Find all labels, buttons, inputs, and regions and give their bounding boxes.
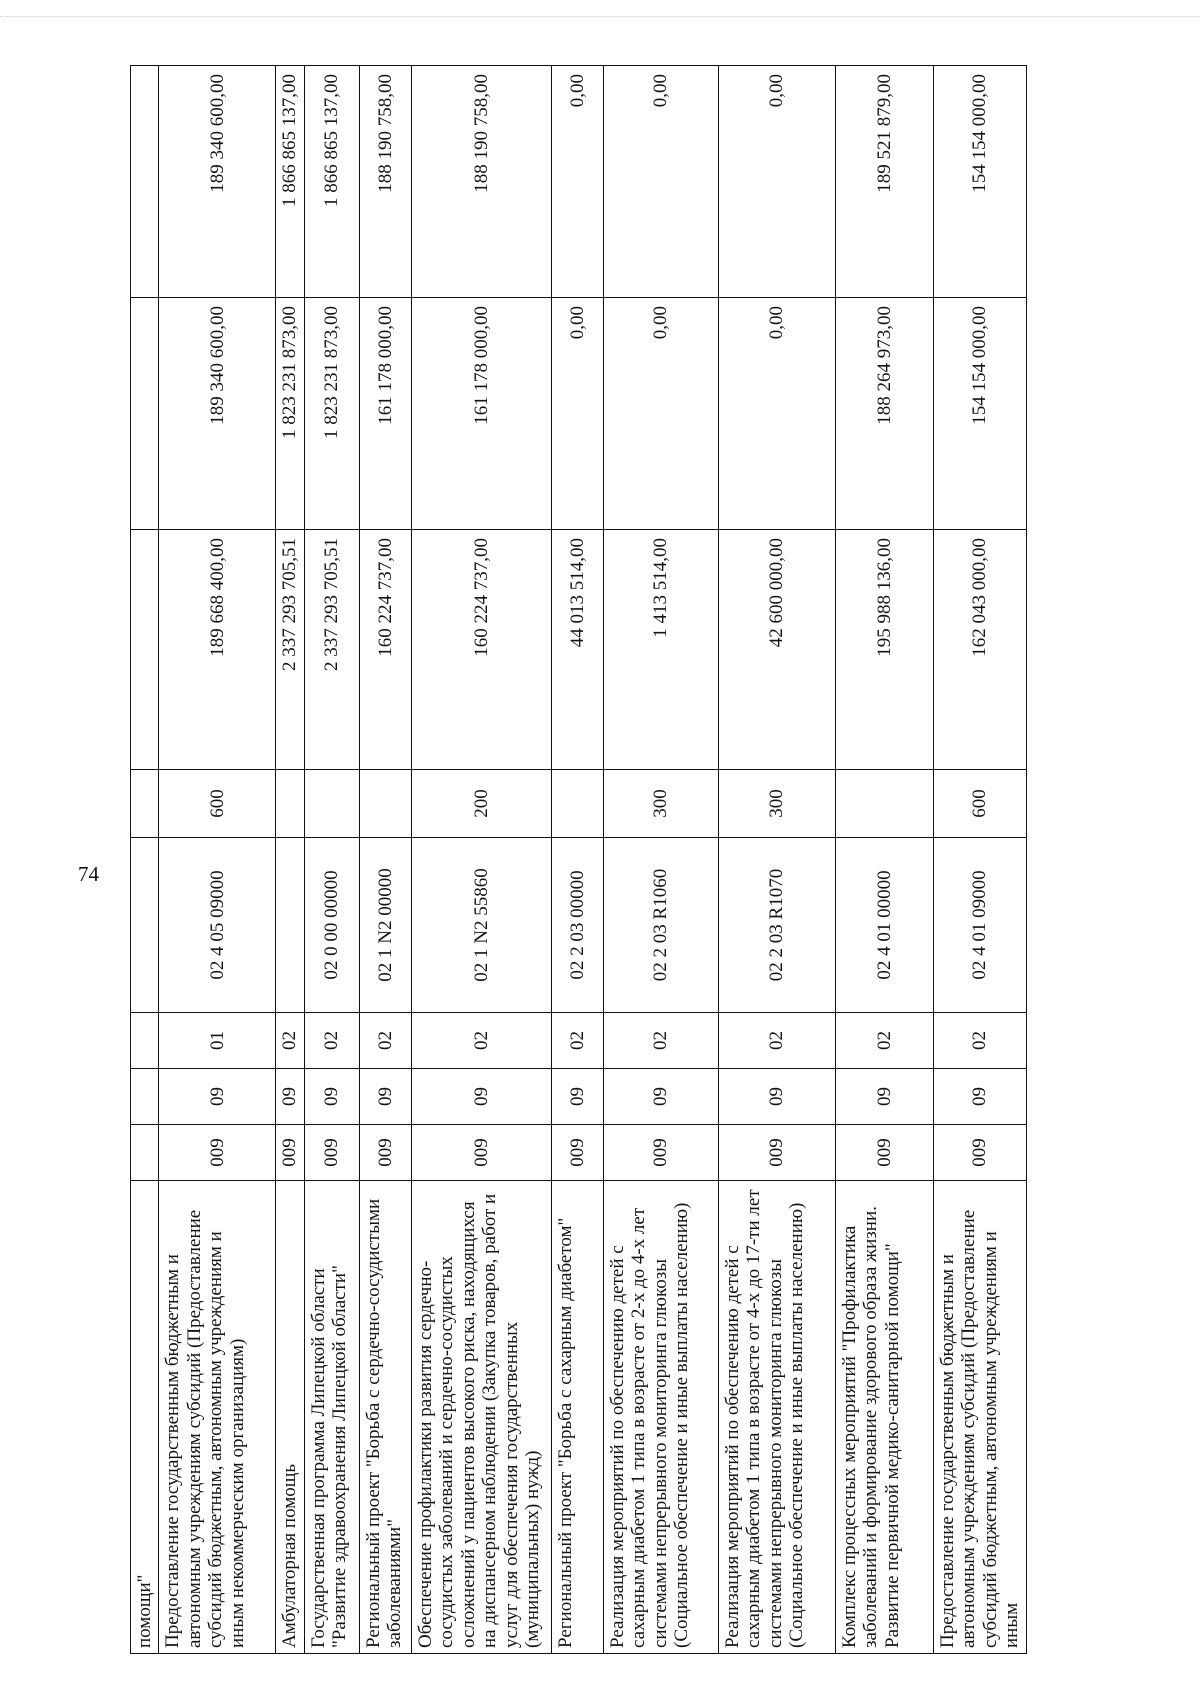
row-amount-2: 188 264 973,00 <box>835 298 933 530</box>
row-name: Предоставление государственным бюджетным и автономным учреждениям субсидий (Предоставление субсидий бюджетным, автономным учреждениям и иным <box>933 1181 1026 1654</box>
row-amount-3: 1 866 865 137,00 <box>276 66 304 298</box>
row-expense-type <box>835 770 933 838</box>
row-subsection: 02 <box>933 1013 1026 1069</box>
row-target: 02 0 00 00000 <box>304 838 359 1013</box>
row-name: Региональный проект "Борьба с сахарным диабетом" <box>551 1181 603 1654</box>
table-row <box>835 66 933 1654</box>
table-row <box>411 66 551 1654</box>
row-subsection: 02 <box>359 1013 411 1069</box>
row-subsection: 02 <box>603 1013 718 1069</box>
row-amount-3 <box>131 66 159 298</box>
row-amount-1: 162 043 000,00 <box>933 530 1026 770</box>
row-section: 09 <box>304 1069 359 1125</box>
row-amount-3: 154 154 000,00 <box>933 66 1026 298</box>
row-code: 009 <box>159 1125 276 1181</box>
table-row <box>159 66 276 1654</box>
row-subsection <box>131 1013 159 1069</box>
rotated-table-container <box>130 66 1022 1654</box>
row-amount-1: 195 988 136,00 <box>835 530 933 770</box>
row-name: Амбулаторная помощь <box>276 1181 304 1654</box>
row-expense-type <box>359 770 411 838</box>
row-subsection: 02 <box>718 1013 835 1069</box>
row-expense-type: 600 <box>159 770 276 838</box>
row-code: 009 <box>551 1125 603 1181</box>
row-amount-3: 1 866 865 137,00 <box>304 66 359 298</box>
row-name: Обеспечение профилактики развития сердечно-сосудистых заболеваний и сердечно-сосудистых осложнений у пациентов высокого риска, находящихся на диспансерном наблюдении (Закупка товаров, работ и услуг для обеспечения государственных (муниципальных) нужд) <box>411 1181 551 1654</box>
row-amount-1: 189 668 400,00 <box>159 530 276 770</box>
row-target: 02 2 03 R1060 <box>603 838 718 1013</box>
row-code: 009 <box>933 1125 1026 1181</box>
row-name: Реализация мероприятий по обеспечению детей с сахарным диабетом 1 типа в возрасте от 4-х до 17-ти лет системами непрерывного мониторинга глюкозы (Социальное обеспечение и иные выплаты населению) <box>718 1181 835 1654</box>
row-section: 09 <box>359 1069 411 1125</box>
table-row <box>304 66 359 1654</box>
row-amount-3: 0,00 <box>551 66 603 298</box>
row-amount-2: 0,00 <box>718 298 835 530</box>
row-amount-2: 154 154 000,00 <box>933 298 1026 530</box>
table-row <box>551 66 603 1654</box>
row-subsection: 01 <box>159 1013 276 1069</box>
row-target: 02 4 05 09000 <box>159 838 276 1013</box>
row-amount-2: 0,00 <box>551 298 603 530</box>
row-amount-1 <box>131 530 159 770</box>
row-amount-1: 2 337 293 705,51 <box>304 530 359 770</box>
row-code: 009 <box>718 1125 835 1181</box>
row-target: 02 1 N2 55860 <box>411 838 551 1013</box>
row-section <box>131 1069 159 1125</box>
row-section: 09 <box>718 1069 835 1125</box>
row-subsection: 02 <box>551 1013 603 1069</box>
row-subsection: 02 <box>411 1013 551 1069</box>
row-code: 009 <box>304 1125 359 1181</box>
row-name: Реализация мероприятий по обеспечению детей с сахарным диабетом 1 типа в возрасте от 2-х до 4-х лет системами непрерывного мониторинга глюкозы (Социальное обеспечение и иные выплаты населению) <box>603 1181 718 1654</box>
row-section: 09 <box>835 1069 933 1125</box>
row-amount-3: 0,00 <box>603 66 718 298</box>
row-amount-1: 44 013 514,00 <box>551 530 603 770</box>
row-section: 09 <box>551 1069 603 1125</box>
table-row <box>276 66 304 1654</box>
row-expense-type <box>131 770 159 838</box>
row-target: 02 2 03 00000 <box>551 838 603 1013</box>
row-amount-3: 188 190 758,00 <box>359 66 411 298</box>
row-code: 009 <box>359 1125 411 1181</box>
row-amount-3: 189 521 879,00 <box>835 66 933 298</box>
scan-top-edge <box>0 0 1200 17</box>
row-amount-2: 161 178 000,00 <box>411 298 551 530</box>
row-section: 09 <box>933 1069 1026 1125</box>
row-amount-3: 189 340 600,00 <box>159 66 276 298</box>
row-amount-3: 0,00 <box>718 66 835 298</box>
table-row <box>131 66 159 1654</box>
row-name: помощи" <box>131 1181 159 1654</box>
row-section: 09 <box>159 1069 276 1125</box>
row-expense-type: 300 <box>718 770 835 838</box>
row-amount-2: 189 340 600,00 <box>159 298 276 530</box>
budget-table <box>130 65 1027 1654</box>
table-row <box>933 66 1026 1654</box>
row-amount-2 <box>131 298 159 530</box>
row-code: 009 <box>276 1125 304 1181</box>
row-target: 02 2 03 R1070 <box>718 838 835 1013</box>
row-expense-type <box>304 770 359 838</box>
page-number: 74 <box>78 862 99 886</box>
row-amount-3: 188 190 758,00 <box>411 66 551 298</box>
row-amount-1: 1 413 514,00 <box>603 530 718 770</box>
row-expense-type <box>276 770 304 838</box>
row-code: 009 <box>411 1125 551 1181</box>
table-row <box>603 66 718 1654</box>
row-section: 09 <box>411 1069 551 1125</box>
row-section: 09 <box>603 1069 718 1125</box>
row-name: Региональный проект "Борьба с сердечно-сосудистыми заболеваниями" <box>359 1181 411 1654</box>
table-row <box>718 66 835 1654</box>
row-expense-type: 200 <box>411 770 551 838</box>
row-code <box>131 1125 159 1181</box>
row-subsection: 02 <box>835 1013 933 1069</box>
row-name: Комплекс процессных мероприятий "Профилактика заболеваний и формирование здорового образа жизни. Развитие первичной медико-санитарной помощи" <box>835 1181 933 1654</box>
row-target: 02 1 N2 00000 <box>359 838 411 1013</box>
row-amount-2: 1 823 231 873,00 <box>304 298 359 530</box>
row-amount-1: 2 337 293 705,51 <box>276 530 304 770</box>
row-expense-type <box>551 770 603 838</box>
row-amount-2: 161 178 000,00 <box>359 298 411 530</box>
row-target: 02 4 01 09000 <box>933 838 1026 1013</box>
row-code: 009 <box>603 1125 718 1181</box>
table-body <box>131 66 1027 1654</box>
row-amount-2: 0,00 <box>603 298 718 530</box>
row-subsection: 02 <box>276 1013 304 1069</box>
row-expense-type: 600 <box>933 770 1026 838</box>
row-expense-type: 300 <box>603 770 718 838</box>
row-name: Государственная программа Липецкой области "Развитие здравоохранения Липецкой области" <box>304 1181 359 1654</box>
row-amount-1: 160 224 737,00 <box>359 530 411 770</box>
row-target <box>276 838 304 1013</box>
row-name: Предоставление государственным бюджетным и автономным учреждениям субсидий (Предоставление субсидий бюджетным, автономным учреждениям и иным некоммерческим организациям) <box>159 1181 276 1654</box>
row-amount-1: 160 224 737,00 <box>411 530 551 770</box>
row-amount-2: 1 823 231 873,00 <box>276 298 304 530</box>
row-amount-1: 42 600 000,00 <box>718 530 835 770</box>
row-target <box>131 838 159 1013</box>
row-subsection: 02 <box>304 1013 359 1069</box>
row-code: 009 <box>835 1125 933 1181</box>
table-row <box>359 66 411 1654</box>
row-target: 02 4 01 00000 <box>835 838 933 1013</box>
row-section: 09 <box>276 1069 304 1125</box>
